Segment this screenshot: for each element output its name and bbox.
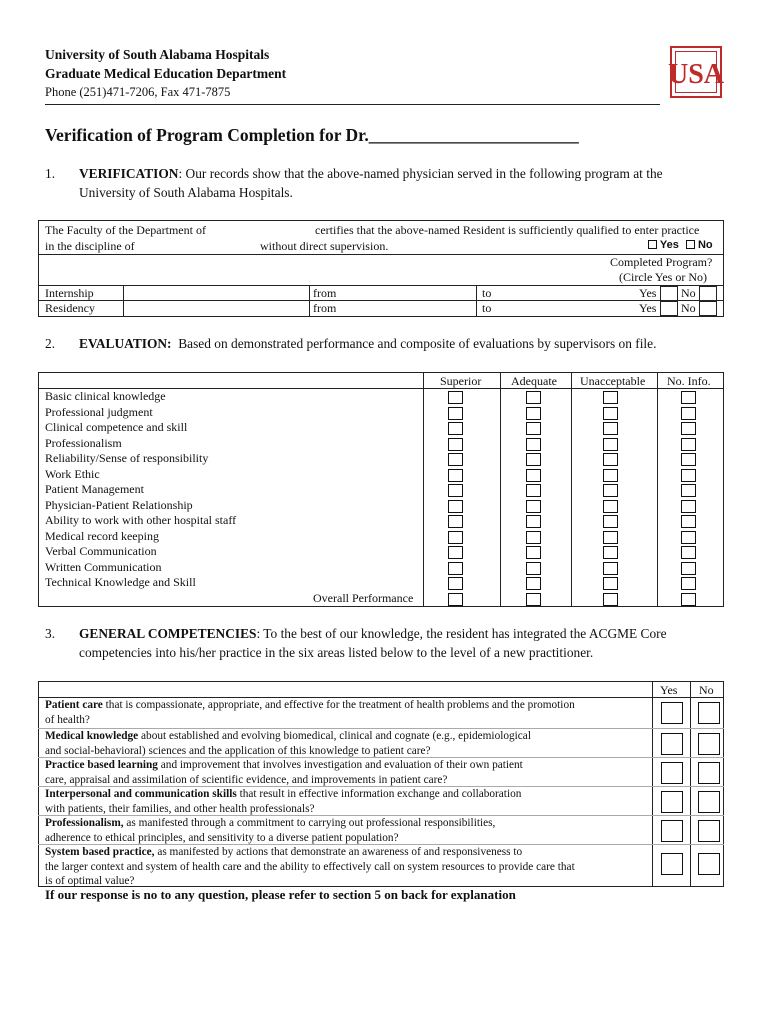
section3-intro <box>79 626 667 642</box>
competency-title: Practice based learning <box>45 759 158 771</box>
col-unacceptable: Unacceptable <box>580 374 646 388</box>
evaluation-item: Patient Management <box>45 482 144 496</box>
rating-checkbox[interactable] <box>681 500 696 513</box>
section3-text-line2: competencies into his/her practice in the six areas listed below to the level of a new practitioner. <box>79 645 594 660</box>
rating-checkbox[interactable] <box>681 546 696 559</box>
rating-checkbox[interactable] <box>448 484 463 497</box>
rating-checkbox[interactable] <box>526 515 541 528</box>
competency-title: Interpersonal and communication skills <box>45 788 237 800</box>
rating-checkbox[interactable] <box>526 391 541 404</box>
competency-item <box>45 845 645 889</box>
rating-checkbox[interactable] <box>681 515 696 528</box>
competency-desc: and improvement that involves investigation and evaluation of their own patient <box>157 759 523 771</box>
competency-desc: as manifested by actions that demonstrate an awareness of and responsiveness to <box>154 846 523 858</box>
header-rule <box>45 104 660 105</box>
rating-checkbox[interactable] <box>681 438 696 451</box>
faculty-label: The Faculty of the Department of <box>45 223 206 237</box>
section3-number: 3. <box>45 626 56 641</box>
rating-checkbox[interactable] <box>603 515 618 528</box>
section1-heading: VERIFICATION <box>79 166 179 181</box>
rating-checkbox[interactable] <box>603 469 618 482</box>
competency-desc: about established and evolving biomedical, clinical and cognate (e.g., epidemiological <box>138 730 531 742</box>
yes-box[interactable] <box>660 301 678 316</box>
yes-checkbox[interactable] <box>661 791 683 813</box>
rating-checkbox[interactable] <box>448 391 463 404</box>
competency-desc: adherence to ethical principles, and sensitivity to a diverse patient population? <box>45 831 399 844</box>
certifies-label: certifies that the above-named Resident is sufficiently qualified to enter practice <box>315 223 700 237</box>
evaluation-item: Reliability/Sense of responsibility <box>45 451 209 465</box>
rating-checkbox[interactable] <box>681 422 696 435</box>
competency-desc: and social-behavioral) sciences and the application of this knowledge to patient care? <box>45 744 431 757</box>
section2-intro <box>79 336 656 352</box>
rating-checkbox[interactable] <box>526 577 541 590</box>
row-divider <box>38 815 724 816</box>
competency-item <box>45 698 645 727</box>
no-option[interactable]: No <box>681 286 696 300</box>
rating-checkbox[interactable] <box>448 453 463 466</box>
evaluation-item: Ability to work with other hospital staff <box>45 513 237 527</box>
row-divider <box>38 757 724 758</box>
competency-desc: that is compassionate, appropriate, and effective for the treatment of health problems and the promotion <box>102 699 575 711</box>
rating-checkbox[interactable] <box>603 562 618 575</box>
section1-intro <box>79 166 663 182</box>
evaluation-item: Basic clinical knowledge <box>45 389 166 403</box>
evaluation-item: Technical Knowledge and Skill <box>45 575 196 589</box>
competency-desc: is of optimal value? <box>45 875 135 887</box>
rating-checkbox[interactable] <box>603 484 618 497</box>
no-checkbox[interactable] <box>698 853 720 875</box>
no-checkbox[interactable] <box>698 820 720 842</box>
section3-heading: GENERAL COMPETENCIES <box>79 626 257 641</box>
contact-phone: Phone (251)471-7206, Fax 471-7875 <box>45 85 231 99</box>
competency-title: System based practice, <box>45 846 155 858</box>
no-label: No <box>697 239 713 251</box>
yes-option[interactable]: Yes <box>639 286 657 300</box>
evaluation-item: Professionalism <box>45 435 122 450</box>
rating-checkbox[interactable] <box>448 546 463 559</box>
col-no-info: No. Info. <box>667 374 711 388</box>
rating-checkbox[interactable] <box>603 391 618 404</box>
rating-checkbox[interactable] <box>526 438 541 451</box>
table-rule <box>38 300 724 301</box>
no-checkbox[interactable] <box>698 733 720 755</box>
evaluation-item: Written Communication <box>45 559 162 574</box>
yes-checkbox[interactable] <box>661 702 683 724</box>
col-yes: Yes <box>660 683 678 697</box>
rating-checkbox[interactable] <box>448 593 463 606</box>
col-no: No <box>699 683 714 697</box>
rating-checkbox[interactable] <box>603 577 618 590</box>
competency-desc: the larger context and system of health care and the ability to effectively call on system resources to provide care that <box>45 860 575 873</box>
row-divider <box>38 786 724 787</box>
rating-checkbox[interactable] <box>681 407 696 420</box>
rating-checkbox[interactable] <box>526 593 541 606</box>
rating-checkbox[interactable] <box>526 469 541 482</box>
yes-no-options <box>648 239 713 251</box>
competency-desc: care, appraisal and assimilation of scientific evidence, and improvements in patient care? <box>45 773 448 786</box>
evaluation-item: Physician-Patient Relationship <box>45 497 193 512</box>
rating-checkbox[interactable] <box>448 407 463 420</box>
competency-desc: of health? <box>45 713 90 726</box>
rating-checkbox[interactable] <box>681 391 696 404</box>
no-box[interactable] <box>699 301 717 316</box>
section2-number: 2. <box>45 336 56 351</box>
from-label: from <box>313 286 337 300</box>
competency-title: Patient care <box>45 699 103 711</box>
no-checkbox[interactable] <box>698 762 720 784</box>
circle-label: (Circle Yes or No) <box>619 270 707 284</box>
rating-checkbox[interactable] <box>448 577 463 590</box>
yes-label: Yes <box>659 239 679 251</box>
org-name: University of South Alabama Hospitals <box>45 47 270 62</box>
yes-checkbox[interactable] <box>661 820 683 842</box>
yes-checkbox[interactable] <box>648 240 657 249</box>
rating-checkbox[interactable] <box>526 453 541 466</box>
to-label: to <box>482 301 492 315</box>
competency-desc: with patients, their families, and other health professionals? <box>45 802 315 815</box>
program-label: Internship <box>45 286 94 300</box>
rating-checkbox[interactable] <box>448 500 463 513</box>
footer-note: If our response is no to any question, please refer to section 5 on back for explanation <box>45 887 516 902</box>
rating-checkbox[interactable] <box>603 546 618 559</box>
evaluation-item: Work Ethic <box>45 466 100 481</box>
discipline-label: in the discipline of <box>45 239 135 253</box>
rating-checkbox[interactable] <box>681 531 696 544</box>
rating-checkbox[interactable] <box>603 531 618 544</box>
evaluation-item: Medical record keeping <box>45 528 159 543</box>
usa-logo <box>667 46 725 98</box>
rating-checkbox[interactable] <box>681 562 696 575</box>
competency-item <box>45 816 645 845</box>
section2-heading: EVALUATION: <box>79 336 172 351</box>
logo-text: USA <box>667 59 725 90</box>
competency-title: Medical knowledge <box>45 730 139 742</box>
rating-checkbox[interactable] <box>448 515 463 528</box>
col-superior: Superior <box>440 374 482 388</box>
section1-text: : Our records show that the above-named physician served in the following program at the <box>178 166 663 181</box>
rating-checkbox[interactable] <box>681 484 696 497</box>
rating-checkbox[interactable] <box>448 531 463 544</box>
rating-checkbox[interactable] <box>603 422 618 435</box>
yes-option[interactable]: Yes <box>639 301 657 315</box>
col-adequate: Adequate <box>511 374 557 388</box>
rating-checkbox[interactable] <box>526 407 541 420</box>
yes-checkbox[interactable] <box>661 762 683 784</box>
competency-desc: that result in effective information exchange and collaboration <box>236 788 522 800</box>
department-name: Graduate Medical Education Department <box>45 66 287 81</box>
page-title: Verification of Program Completion for Dr.________________________ <box>45 125 579 145</box>
competency-item <box>45 758 645 787</box>
rating-checkbox[interactable] <box>681 453 696 466</box>
yes-box[interactable] <box>660 286 678 301</box>
evaluation-item: Clinical competence and skill <box>45 420 188 434</box>
rating-checkbox[interactable] <box>526 562 541 575</box>
evaluation-item: Verbal Communication <box>45 544 157 558</box>
yes-checkbox[interactable] <box>661 733 683 755</box>
rating-checkbox[interactable] <box>603 453 618 466</box>
section2-text: Based on demonstrated performance and composite of evaluations by supervisors on file. <box>178 336 657 351</box>
rating-checkbox[interactable] <box>526 546 541 559</box>
competency-title: Professionalism, <box>45 817 124 829</box>
section3-text: : To the best of our knowledge, the resident has integrated the ACGME Core <box>256 626 667 641</box>
rating-checkbox[interactable] <box>448 562 463 575</box>
rating-checkbox[interactable] <box>603 593 618 606</box>
no-checkbox[interactable] <box>698 791 720 813</box>
rating-checkbox[interactable] <box>448 438 463 451</box>
header-divider <box>38 697 724 698</box>
no-checkbox[interactable] <box>698 702 720 724</box>
rating-checkbox[interactable] <box>603 407 618 420</box>
no-option[interactable]: No <box>681 301 696 315</box>
section1-text-line2: University of South Alabama Hospitals. <box>79 185 293 200</box>
row-divider <box>38 844 724 845</box>
evaluation-item: Professional judgment <box>45 404 153 419</box>
no-checkbox[interactable] <box>686 240 695 249</box>
to-label: to <box>482 286 492 300</box>
competency-item <box>45 787 645 816</box>
yes-checkbox[interactable] <box>661 853 683 875</box>
rating-checkbox[interactable] <box>603 438 618 451</box>
rating-checkbox[interactable] <box>681 469 696 482</box>
completed-label: Completed Program? <box>610 255 713 269</box>
rating-checkbox[interactable] <box>603 500 618 513</box>
rating-checkbox[interactable] <box>526 484 541 497</box>
rating-checkbox[interactable] <box>681 593 696 606</box>
row-divider <box>38 728 724 729</box>
rating-checkbox[interactable] <box>526 531 541 544</box>
competency-desc: as manifested through a commitment to carrying out professional responsibilities, <box>123 817 496 829</box>
from-label: from <box>313 301 337 315</box>
no-box[interactable] <box>699 286 717 301</box>
section1-number: 1. <box>45 166 56 181</box>
program-label: Residency <box>45 301 95 315</box>
rating-checkbox[interactable] <box>448 469 463 482</box>
rating-checkbox[interactable] <box>448 422 463 435</box>
rating-checkbox[interactable] <box>681 577 696 590</box>
table-rule <box>38 285 724 286</box>
supervision-label: without direct supervision. <box>260 239 389 253</box>
rating-checkbox[interactable] <box>526 422 541 435</box>
competency-item <box>45 729 645 758</box>
overall-performance-label: Overall Performance <box>313 590 414 605</box>
rating-checkbox[interactable] <box>526 500 541 513</box>
